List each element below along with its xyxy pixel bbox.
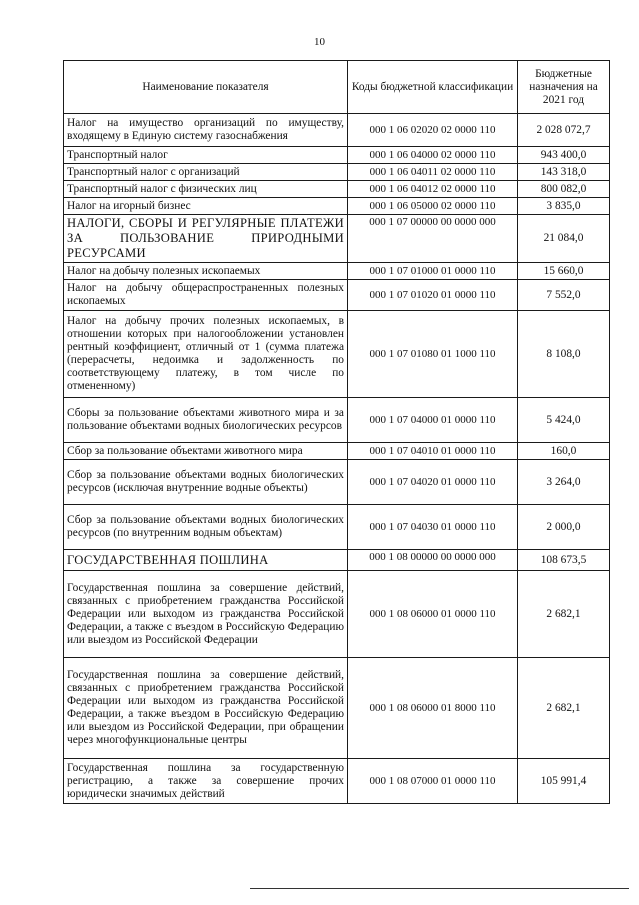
row-code: 000 1 07 01000 01 0000 110 xyxy=(348,263,518,280)
row-name: Государственная пошлина за совершение действий, связанных с приобретением гражданства Российской Федерации или выходом из гражданства Российской Федерации, а также въездом в Российскую Федерацию или выездом из Российской Федерации, при обращении через многофункциональные центры xyxy=(64,658,348,759)
row-code: 000 1 08 07000 01 0000 110 xyxy=(348,759,518,804)
row-name: Налог на добычу общераспространенных полезных ископаемых xyxy=(64,280,348,311)
table-row xyxy=(64,460,610,505)
header-code: Коды бюджетной классификации xyxy=(348,61,518,114)
row-code: 000 1 07 01080 01 1000 110 xyxy=(348,311,518,398)
row-name: Сбор за пользование объектами водных биологических ресурсов (по внутренним водным объектам) xyxy=(64,505,348,550)
row-name: Сбор за пользование объектами водных биологических ресурсов (исключая внутренние водные объекты) xyxy=(64,460,348,505)
row-code: 000 1 07 04000 01 0000 110 xyxy=(348,398,518,443)
table-row xyxy=(64,311,610,398)
table-row xyxy=(64,114,610,147)
row-name: Налог на добычу полезных ископаемых xyxy=(64,263,348,280)
row-code: 000 1 06 04012 02 0000 110 xyxy=(348,181,518,198)
row-name: Транспортный налог с физических лиц xyxy=(64,181,348,198)
row-amount: 2 682,1 xyxy=(518,571,610,658)
header-name: Наименование показателя xyxy=(64,61,348,114)
row-amount: 800 082,0 xyxy=(518,181,610,198)
row-name: Транспортный налог xyxy=(64,147,348,164)
row-amount: 108 673,5 xyxy=(518,550,610,571)
table-row xyxy=(64,571,610,658)
row-amount: 15 660,0 xyxy=(518,263,610,280)
row-code: 000 1 08 06000 01 0000 110 xyxy=(348,571,518,658)
row-code: 000 1 08 00000 00 0000 000 xyxy=(348,550,518,571)
row-name: Налог на добычу прочих полезных ископаемых, в отношении которых при налогообложении установлен рентный коэффициент, отличный от 1 (сумма платежа (перерасчеты, недоимка и задолженность по соответствующему платежу, в том числе по отмененному) xyxy=(64,311,348,398)
row-amount: 2 000,0 xyxy=(518,505,610,550)
table-row xyxy=(64,263,610,280)
table-row xyxy=(64,759,610,804)
section-name: НАЛОГИ, СБОРЫ И РЕГУЛЯРНЫЕ ПЛАТЕЖИ ЗА ПОЛЬЗОВАНИЕ ПРИРОДНЫМИ РЕСУРСАМИ xyxy=(64,215,348,263)
row-code: 000 1 07 04010 01 0000 110 xyxy=(348,443,518,460)
row-name: Налог на игорный бизнес xyxy=(64,198,348,215)
table-row xyxy=(64,147,610,164)
table-row xyxy=(64,398,610,443)
row-amount: 943 400,0 xyxy=(518,147,610,164)
row-amount: 8 108,0 xyxy=(518,311,610,398)
table-header-row xyxy=(64,61,610,114)
section-row xyxy=(64,550,610,571)
row-code: 000 1 07 01020 01 0000 110 xyxy=(348,280,518,311)
row-name: Государственная пошлина за совершение действий, связанных с приобретением гражданства Российской Федерации или выходом из гражданства Российской Федерации, а также с въездом в Российскую Федерацию или выездом из Российской Федерации xyxy=(64,571,348,658)
row-name: Налог на имущество организаций по имуществу, входящему в Единую систему газоснабжения xyxy=(64,114,348,147)
section-name: ГОСУДАРСТВЕННАЯ ПОШЛИНА xyxy=(64,550,348,571)
row-amount: 7 552,0 xyxy=(518,280,610,311)
row-code: 000 1 06 04000 02 0000 110 xyxy=(348,147,518,164)
row-code: 000 1 07 04030 01 0000 110 xyxy=(348,505,518,550)
row-amount: 105 991,4 xyxy=(518,759,610,804)
row-name: Государственная пошлина за государственную регистрацию, а также за совершение прочих юридически значимых действий xyxy=(64,759,348,804)
row-amount: 160,0 xyxy=(518,443,610,460)
row-name: Транспортный налог с организаций xyxy=(64,164,348,181)
table-row xyxy=(64,198,610,215)
header-amount: Бюджетные назначения на 2021 год xyxy=(518,61,610,114)
row-code: 000 1 06 02020 02 0000 110 xyxy=(348,114,518,147)
row-code: 000 1 08 06000 01 8000 110 xyxy=(348,658,518,759)
row-amount: 2 028 072,7 xyxy=(518,114,610,147)
row-name: Сборы за пользование объектами животного мира и за пользование объектами водных биологических ресурсов xyxy=(64,398,348,443)
row-amount: 2 682,1 xyxy=(518,658,610,759)
row-amount: 143 318,0 xyxy=(518,164,610,181)
table-row xyxy=(64,443,610,460)
footer-rule xyxy=(250,888,629,889)
section-row xyxy=(64,215,610,263)
row-code: 000 1 06 04011 02 0000 110 xyxy=(348,164,518,181)
row-code: 000 1 07 00000 00 0000 000 xyxy=(348,215,518,263)
row-code: 000 1 06 05000 02 0000 110 xyxy=(348,198,518,215)
table-row xyxy=(64,280,610,311)
row-amount: 5 424,0 xyxy=(518,398,610,443)
row-amount: 21 084,0 xyxy=(518,215,610,263)
row-code: 000 1 07 04020 01 0000 110 xyxy=(348,460,518,505)
budget-table xyxy=(63,60,610,804)
table-row xyxy=(64,164,610,181)
page-number: 10 xyxy=(314,36,325,48)
row-name: Сбор за пользование объектами животного мира xyxy=(64,443,348,460)
row-amount: 3 835,0 xyxy=(518,198,610,215)
table-row xyxy=(64,505,610,550)
table-row xyxy=(64,181,610,198)
table-row xyxy=(64,658,610,759)
row-amount: 3 264,0 xyxy=(518,460,610,505)
